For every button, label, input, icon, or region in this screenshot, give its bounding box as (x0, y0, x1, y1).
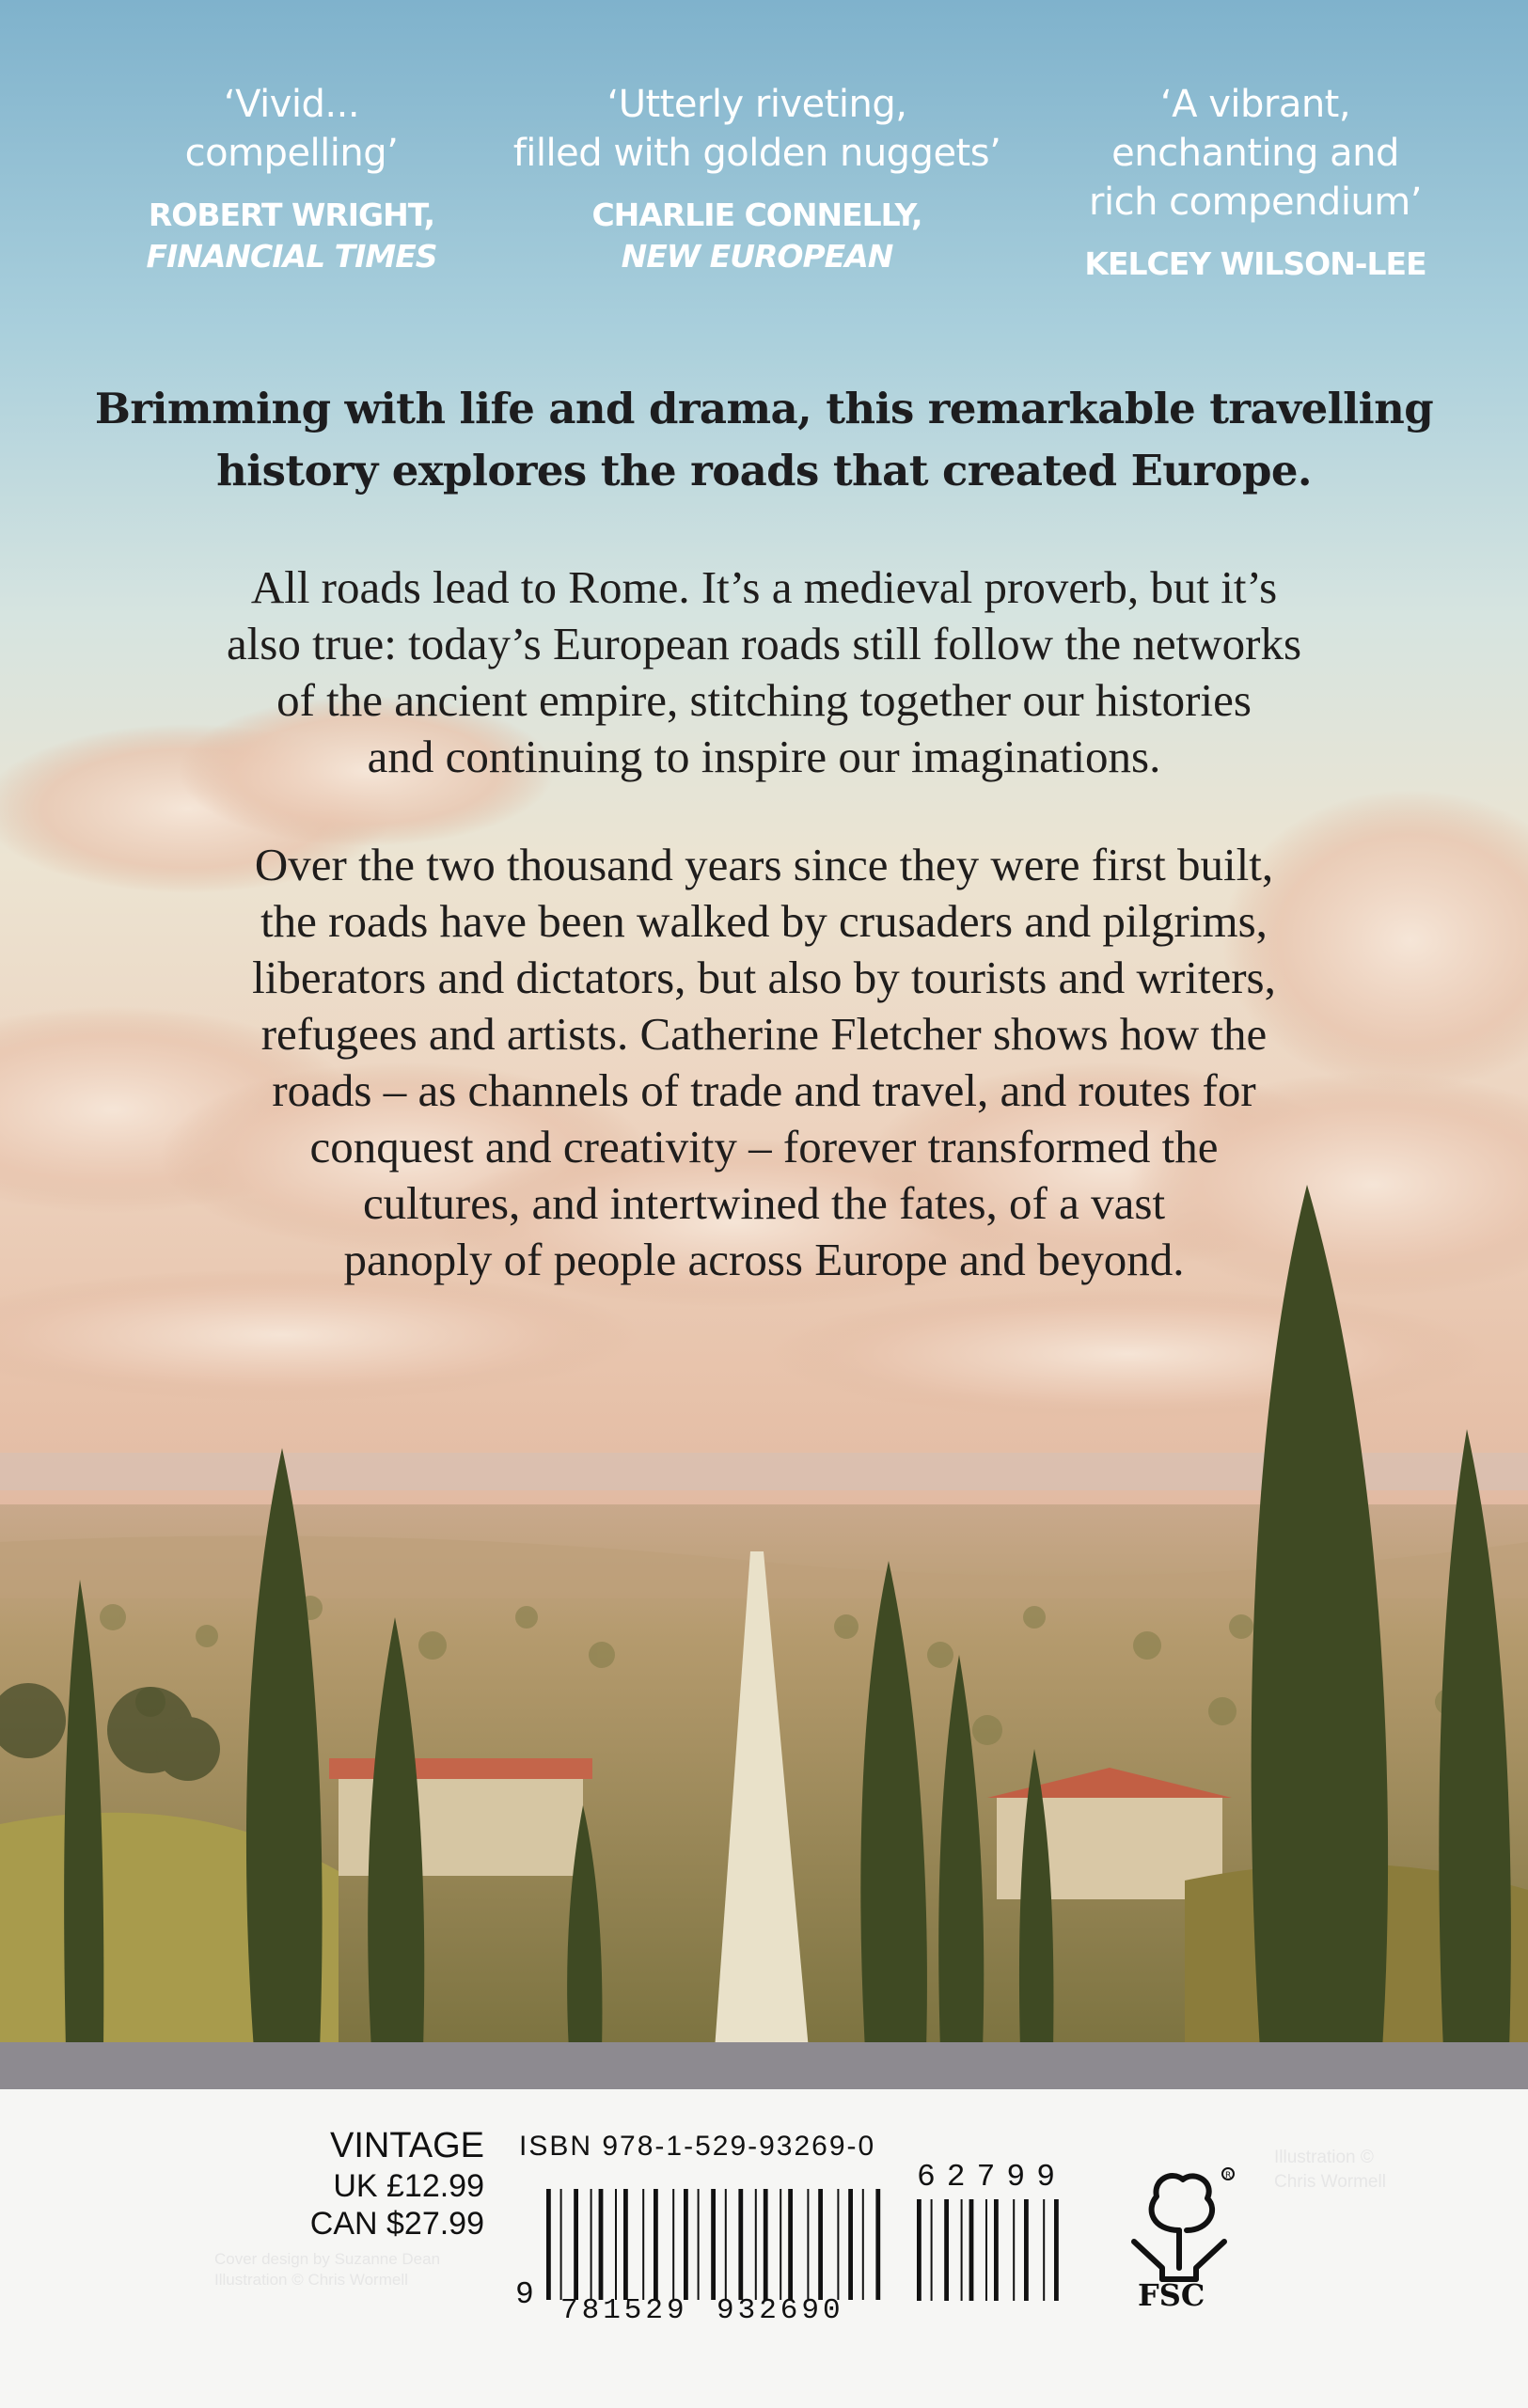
paragraph-line: also true: today’s European roads still follow the networks (226, 618, 1302, 669)
quote-block-1 (94, 80, 489, 277)
illustration-credit (1274, 2146, 1386, 2195)
barcode-digit-first: 9 (515, 2277, 538, 2312)
attribution-name: ROBERT WRIGHT, (148, 197, 435, 233)
paragraph-line: of the ancient empire, stitching together our histories (276, 674, 1252, 726)
barcode-bar (1024, 2199, 1029, 2301)
barcode-bar (837, 2189, 839, 2300)
quote-line: ‘Vivid... (223, 83, 360, 126)
barcode-bar (725, 2189, 727, 2300)
paragraph-line: All roads lead to Rome. It’s a medieval proverb, but it’s (250, 561, 1278, 613)
isbn-text: ISBN 978-1-529-93269-0 (519, 2131, 876, 2162)
barcode-bar (788, 2189, 793, 2300)
barcode-digits-right: 932690 (717, 2294, 844, 2327)
barcode-bar (1043, 2199, 1045, 2301)
quote-block-2 (512, 80, 1001, 277)
barcode-bar (944, 2199, 949, 2301)
credit-line: Illustration © (1274, 2148, 1374, 2167)
barcode-bar (1013, 2199, 1015, 2301)
barcode-bar (780, 2189, 781, 2300)
barcode-bar (848, 2189, 853, 2300)
barcode-bar (698, 2189, 700, 2300)
publisher-name: VINTAGE (330, 2126, 484, 2165)
barcode-bar (917, 2199, 922, 2301)
credit-line: Illustration © Chris Wormell (214, 2271, 408, 2289)
barcode-bar (623, 2189, 628, 2300)
blurb-lead-line: history explores the roads that created Europe. (216, 446, 1312, 496)
blurb-paragraph-2 (94, 837, 1434, 1288)
barcode-bar (764, 2189, 768, 2300)
paragraph-line: and continuing to inspire our imaginations. (367, 731, 1161, 782)
blurb-paragraph-1 (94, 559, 1434, 785)
paragraph-line: roads – as channels of trade and travel, and routes for (272, 1064, 1256, 1116)
svg-text:R: R (1225, 2171, 1232, 2180)
attribution-name: KELCEY WILSON-LEE (1084, 245, 1426, 282)
quote-block-3 (1048, 80, 1462, 285)
attribution-name: CHARLIE CONNELLY, (591, 197, 922, 233)
paragraph-line: the roads have been walked by crusaders and pilgrims, (260, 895, 1268, 947)
barcode-bar (969, 2199, 974, 2301)
barcode-bar (931, 2199, 933, 2301)
barcode-bar (711, 2189, 716, 2300)
paragraph-line: conquest and creativity – forever transformed the (309, 1121, 1219, 1173)
barcode-bar (591, 2189, 592, 2300)
barcode-bar (807, 2189, 809, 2300)
quote-attribution (1048, 244, 1462, 285)
quote-line: ‘A vibrant, (1159, 83, 1351, 126)
paragraph-line: panoply of people across Europe and beyond. (343, 1234, 1185, 1285)
barcode-bar (985, 2199, 987, 2301)
blurb-lead (56, 378, 1472, 502)
isbn-barcode (546, 2189, 883, 2300)
barcode-bar (994, 2199, 999, 2301)
barcode-bar (560, 2189, 562, 2300)
price-addon-barcode (917, 2199, 1067, 2301)
attribution-publication: FINANCIAL TIMES (146, 238, 437, 275)
barcode-bar (672, 2189, 674, 2300)
quote-line: compelling’ (184, 132, 399, 175)
quote-line: ‘Utterly riveting, (606, 83, 907, 126)
paragraph-line: Over the two thousand years since they were first built, (254, 839, 1274, 890)
barcode-bar (642, 2189, 644, 2300)
fsc-label: FSC (1138, 2277, 1205, 2313)
paragraph-line: cultures, and intertwined the fates, of a vast (362, 1177, 1166, 1229)
barcode-bar (599, 2189, 604, 2300)
quote-line: rich compendium’ (1089, 181, 1422, 224)
attribution-publication: NEW EUROPEAN (621, 238, 893, 275)
credit-line: Chris Wormell (1274, 2172, 1386, 2192)
price-can: CAN $27.99 (309, 2206, 484, 2242)
quote-attribution (512, 195, 1001, 277)
barcode-bar (961, 2199, 963, 2301)
barcode-bar (875, 2189, 880, 2300)
barcode-bar (755, 2189, 757, 2300)
paragraph-line: liberators and dictators, but also by tourists and writers, (252, 952, 1276, 1003)
addon-digits: 62799 (917, 2160, 1067, 2195)
barcode-bar (1054, 2199, 1059, 2301)
barcode-bar (574, 2189, 578, 2300)
barcode-bar (615, 2189, 617, 2300)
divider-band (0, 2042, 1528, 2089)
credit-line: Cover design by Suzanne Dean (214, 2250, 441, 2268)
barcode-bar (862, 2189, 864, 2300)
barcode-bar (546, 2189, 551, 2300)
barcode-bar (738, 2189, 743, 2300)
barcode-digits-left: 781529 (560, 2294, 688, 2327)
price-uk: UK £12.99 (333, 2168, 484, 2204)
quote-attribution (94, 195, 489, 277)
paragraph-line: refugees and artists. Catherine Fletcher shows how the (260, 1008, 1268, 1060)
quote-line: enchanting and (1111, 132, 1399, 175)
cover-design-credit (214, 2249, 440, 2290)
blurb-lead-line: Brimming with life and drama, this remarkable travelling (94, 384, 1434, 433)
barcode-bar (818, 2189, 823, 2300)
barcode-bar (684, 2189, 688, 2300)
barcode-bar (654, 2189, 658, 2300)
quote-line: filled with golden nuggets’ (512, 132, 1001, 175)
